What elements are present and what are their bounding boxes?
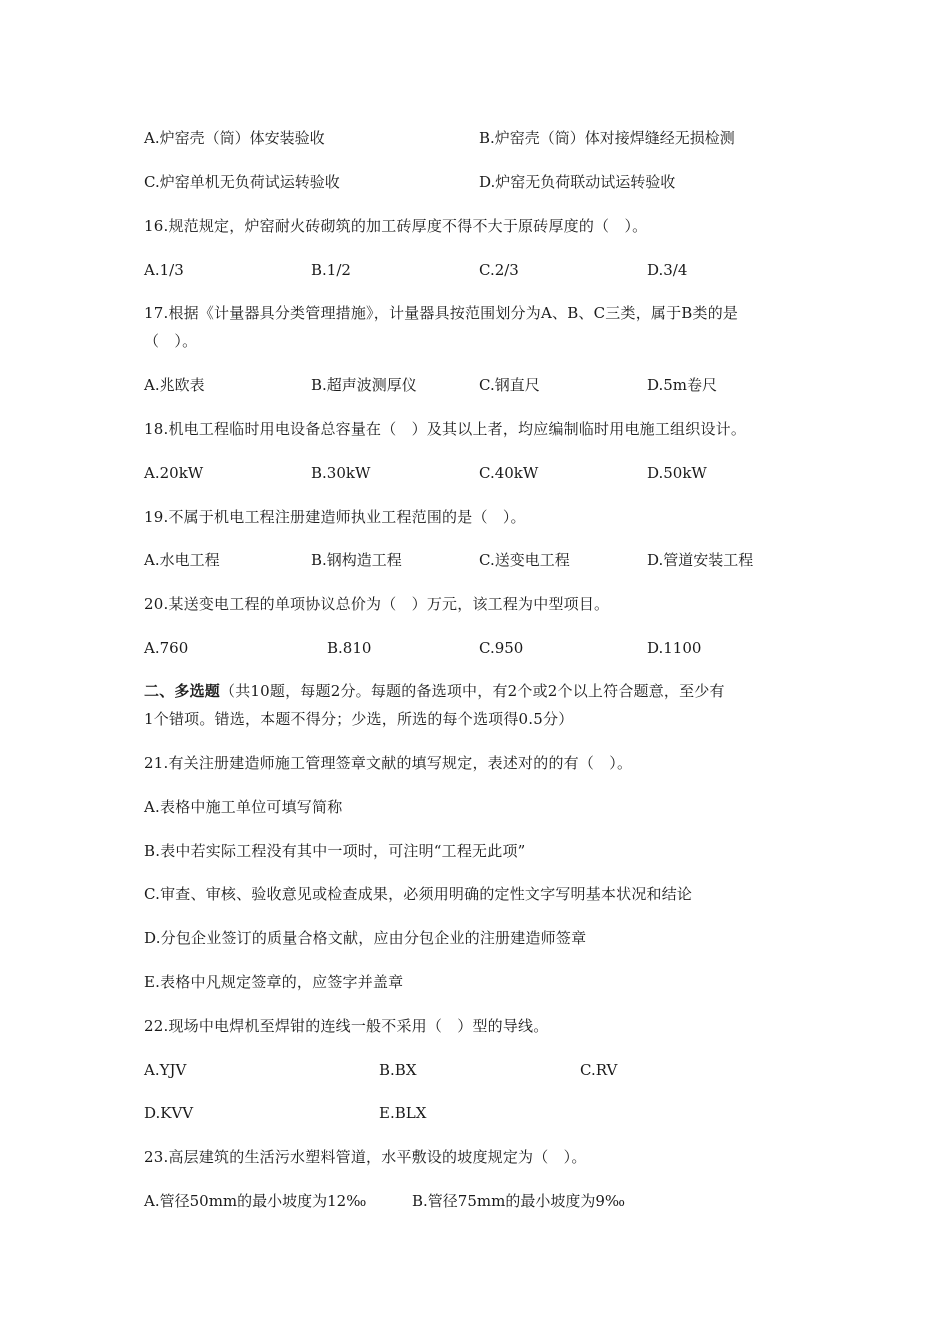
q19-option-c: C.送变电工程 [479, 551, 570, 569]
q17-option-a: A.兆欧表 [144, 376, 205, 394]
q18-stem: 18.机电工程临时用电设备总容量在（ ）及其以上者，均应编制临时用电施工组织设计。 [144, 420, 747, 438]
q16-option-d: D.3/4 [647, 261, 688, 279]
q22-option-e: E.BLX [379, 1104, 427, 1122]
q21-option-a: A.表格中施工单位可填写简称 [144, 798, 343, 816]
q17-stem-line2: （ ）。 [144, 332, 198, 350]
q15-option-a: A.炉窑壳（筒）体安装验收 [144, 129, 325, 147]
q21-option-e: E.表格中凡规定签章的，应签字并盖章 [144, 973, 404, 991]
q19-stem: 19.不属于机电工程注册建造师执业工程范围的是（ ）。 [144, 508, 526, 526]
q17-option-d: D.5m卷尺 [647, 376, 718, 394]
section-2-desc: （共10题，每题2分。每题的备选项中，有2个或2个以上符合题意，至少有 [220, 682, 725, 700]
q22-option-d: D.KVV [144, 1104, 194, 1122]
q19-option-b: B.钢构造工程 [311, 551, 402, 569]
q15-option-b: B.炉窑壳（筒）体对接焊缝经无损检测 [479, 129, 735, 147]
q20-option-a: A.760 [144, 639, 189, 657]
q16-option-b: B.1/2 [311, 261, 351, 279]
q23-stem: 23.高层建筑的生活污水塑料管道，水平敷设的坡度规定为（ ）。 [144, 1148, 587, 1166]
q22-option-c: C.RV [580, 1061, 618, 1079]
q18-option-a: A.20kW [144, 464, 204, 482]
q18-option-c: C.40kW [479, 464, 539, 482]
q16-option-c: C.2/3 [479, 261, 519, 279]
q21-option-c: C.审查、审核、验收意见或检查成果，必须用明确的定性文字写明基本状况和结论 [144, 885, 693, 903]
q22-option-a: A.YJV [144, 1061, 187, 1079]
q17-option-b: B.超声波测厚仪 [311, 376, 417, 394]
q19-option-d: D.管道安装工程 [647, 551, 754, 569]
q16-option-a: A.1/3 [144, 261, 184, 279]
q21-option-d: D.分包企业签订的质量合格文献，应由分包企业的注册建造师签章 [144, 929, 587, 947]
q21-option-b: B.表中若实际工程没有其中一项时，可注明“工程无此项” [144, 842, 526, 860]
q20-option-d: D.1100 [647, 639, 702, 657]
section-2-header [144, 681, 725, 701]
q18-option-d: D.50kW [647, 464, 707, 482]
q21-stem: 21.有关注册建造师施工管理签章文献的填写规定，表述对的的有（ ）。 [144, 754, 633, 772]
q17-option-c: C.钢直尺 [479, 376, 540, 394]
q20-option-c: C.950 [479, 639, 524, 657]
q20-option-b: B.810 [327, 639, 372, 657]
q18-option-b: B.30kW [311, 464, 371, 482]
q22-stem: 22.现场中电焊机至焊钳的连线一般不采用（ ）型的导线。 [144, 1017, 549, 1035]
q19-option-a: A.水电工程 [144, 551, 220, 569]
q15-option-d: D.炉窑无负荷联动试运转验收 [479, 173, 676, 191]
q16-stem: 16.规范规定，炉窑耐火砖砌筑的加工砖厚度不得不大于原砖厚度的（ ）。 [144, 217, 648, 235]
q23-option-b: B.管径75mm的最小坡度为9‰ [412, 1192, 625, 1210]
q23-option-a: A.管径50mm的最小坡度为12‰ [144, 1192, 367, 1210]
q17-stem-line1: 17.根据《计量器具分类管理措施》，计量器具按范围划分为A、B、C三类，属于B类的是 [144, 304, 739, 322]
section-2-heading: 二、多选题 [144, 682, 221, 700]
q20-stem: 20.某送变电工程的单项协议总价为（ ）万元，该工程为中型项目。 [144, 595, 610, 613]
q15-option-c: C.炉窑单机无负荷试运转验收 [144, 173, 340, 191]
section-2-desc-line2: 1个错项。错选，本题不得分；少选，所选的每个选项得0.5分） [144, 710, 574, 728]
q22-option-b: B.BX [379, 1061, 417, 1079]
